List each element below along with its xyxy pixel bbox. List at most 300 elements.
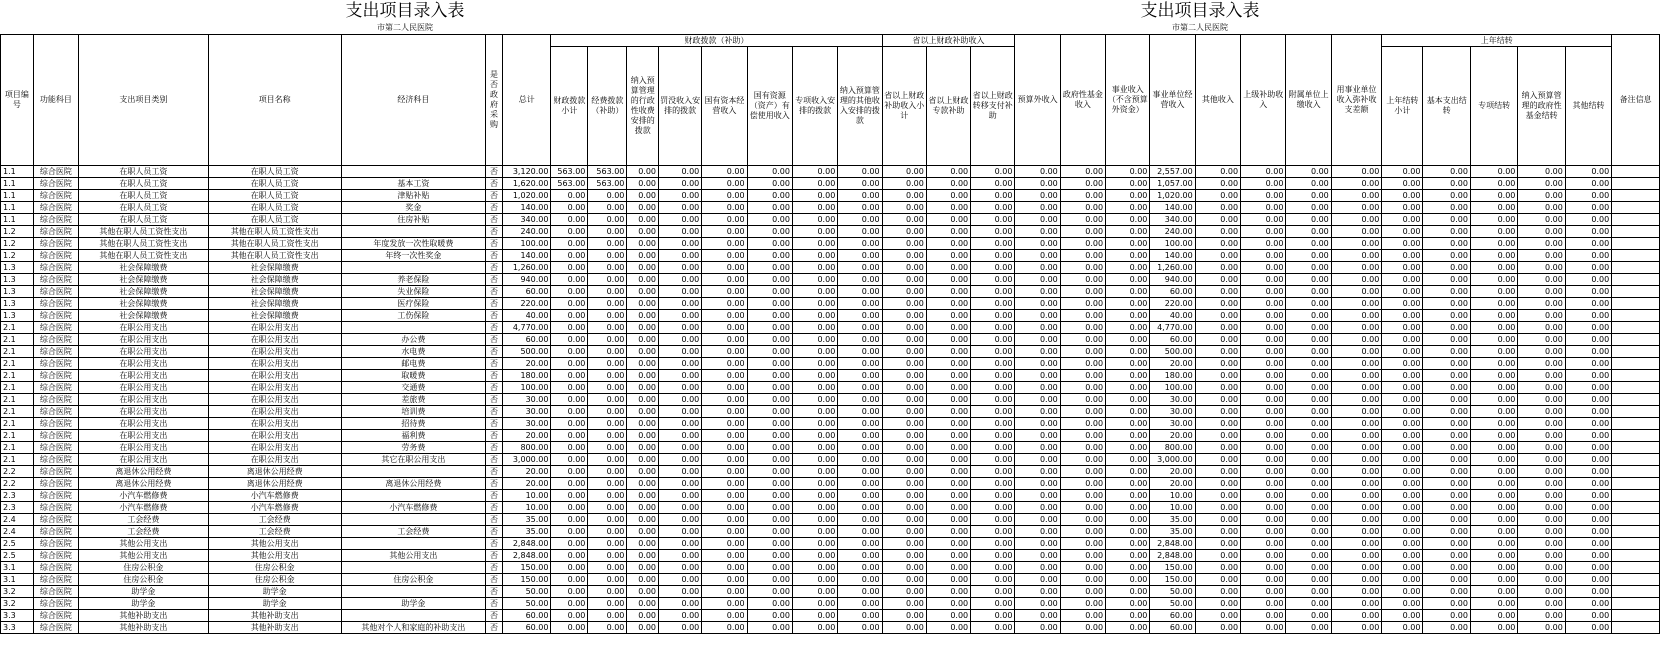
cell-penalty[interactable]: 0.00: [659, 502, 702, 514]
cell-fin-subtotal[interactable]: 0.00: [551, 586, 588, 598]
cell-affiliate[interactable]: 0.00: [1286, 454, 1331, 466]
cell-gov-purchase[interactable]: 否: [486, 226, 503, 238]
cell-prov-subtotal[interactable]: 0.00: [882, 286, 926, 298]
cell-carry-subtotal[interactable]: 0.00: [1382, 550, 1423, 562]
cell-business-oper[interactable]: 40.00: [1150, 310, 1195, 322]
cell-special-income[interactable]: 0.00: [792, 274, 837, 286]
cell-superior-subsidy[interactable]: 0.00: [1241, 574, 1286, 586]
cell-special-income[interactable]: 0.00: [792, 346, 837, 358]
cell-affiliate[interactable]: 0.00: [1286, 586, 1331, 598]
cell-other-carry[interactable]: 0.00: [1565, 358, 1611, 370]
cell-fund-alloc[interactable]: 0.00: [588, 190, 627, 202]
cell-prov-subtotal[interactable]: 0.00: [882, 454, 926, 466]
cell-name[interactable]: 在职人员工资: [208, 190, 341, 202]
cell-other-budget[interactable]: 0.00: [838, 334, 882, 346]
cell-prov-transfer[interactable]: 0.00: [971, 562, 1015, 574]
cell-extra-budget[interactable]: 0.00: [1015, 190, 1060, 202]
cell-basic-carry[interactable]: 0.00: [1423, 598, 1470, 610]
cell-basic-carry[interactable]: 0.00: [1423, 286, 1470, 298]
cell-other-income[interactable]: 0.00: [1195, 418, 1240, 430]
cell-gov-purchase[interactable]: 否: [486, 562, 503, 574]
col-prov-special[interactable]: 省以上财政专款补助: [926, 47, 970, 166]
cell-total[interactable]: 240.00: [502, 226, 551, 238]
cell-remark[interactable]: [1612, 334, 1660, 346]
cell-business-income[interactable]: 0.00: [1106, 454, 1150, 466]
col-fund-offset[interactable]: 用事业单位收入弥补收支差额: [1331, 35, 1382, 166]
cell-other-carry[interactable]: 0.00: [1565, 274, 1611, 286]
cell-fin-subtotal[interactable]: 0.00: [551, 454, 588, 466]
cell-prov-subtotal[interactable]: 0.00: [882, 610, 926, 622]
col-code[interactable]: 项目编号: [1, 35, 34, 166]
cell-affiliate[interactable]: 0.00: [1286, 202, 1331, 214]
cell-fund-offset[interactable]: 0.00: [1331, 382, 1382, 394]
cell-superior-subsidy[interactable]: 0.00: [1241, 622, 1286, 634]
cell-superior-subsidy[interactable]: 0.00: [1241, 478, 1286, 490]
cell-gov-fund[interactable]: 0.00: [1060, 562, 1105, 574]
cell-fin-budget-fee[interactable]: 0.00: [627, 490, 659, 502]
cell-prov-special[interactable]: 0.00: [926, 358, 970, 370]
cell-prov-subtotal[interactable]: 0.00: [882, 238, 926, 250]
cell-superior-subsidy[interactable]: 0.00: [1241, 274, 1286, 286]
cell-other-budget[interactable]: 0.00: [838, 346, 882, 358]
cell-fund-offset[interactable]: 0.00: [1331, 574, 1382, 586]
cell-affiliate[interactable]: 0.00: [1286, 298, 1331, 310]
cell-remark[interactable]: [1612, 466, 1660, 478]
cell-fin-budget-fee[interactable]: 0.00: [627, 178, 659, 190]
cell-category[interactable]: 在职公用支出: [79, 346, 209, 358]
cell-gov-purchase[interactable]: 否: [486, 190, 503, 202]
cell-carry-subtotal[interactable]: 0.00: [1382, 538, 1423, 550]
cell-category[interactable]: 小汽车燃修费: [79, 502, 209, 514]
cell-total[interactable]: 2,848.00: [502, 550, 551, 562]
cell-fund-offset[interactable]: 0.00: [1331, 598, 1382, 610]
cell-affiliate[interactable]: 0.00: [1286, 466, 1331, 478]
cell-fin-subtotal[interactable]: 0.00: [551, 526, 588, 538]
cell-fund-offset[interactable]: 0.00: [1331, 502, 1382, 514]
cell-extra-budget[interactable]: 0.00: [1015, 574, 1060, 586]
cell-func[interactable]: 综合医院: [33, 442, 78, 454]
cell-total[interactable]: 20.00: [502, 430, 551, 442]
cell-special-carry[interactable]: 0.00: [1470, 250, 1517, 262]
cell-prov-subtotal[interactable]: 0.00: [882, 298, 926, 310]
cell-prov-transfer[interactable]: 0.00: [971, 526, 1015, 538]
table-row[interactable]: [1, 310, 1660, 322]
cell-special-income[interactable]: 0.00: [792, 214, 837, 226]
cell-category[interactable]: 工会经费: [79, 514, 209, 526]
cell-penalty[interactable]: 0.00: [659, 466, 702, 478]
cell-basic-carry[interactable]: 0.00: [1423, 370, 1470, 382]
cell-carry-subtotal[interactable]: 0.00: [1382, 370, 1423, 382]
cell-special-income[interactable]: 0.00: [792, 238, 837, 250]
cell-extra-budget[interactable]: 0.00: [1015, 262, 1060, 274]
cell-business-income[interactable]: 0.00: [1106, 490, 1150, 502]
cell-prov-subtotal[interactable]: 0.00: [882, 466, 926, 478]
table-row[interactable]: [1, 298, 1660, 310]
cell-fund-alloc[interactable]: 0.00: [588, 502, 627, 514]
cell-prov-subtotal[interactable]: 0.00: [882, 622, 926, 634]
cell-state-asset[interactable]: 0.00: [747, 526, 792, 538]
cell-basic-carry[interactable]: 0.00: [1423, 406, 1470, 418]
cell-fin-subtotal[interactable]: 0.00: [551, 214, 588, 226]
cell-prov-transfer[interactable]: 0.00: [971, 334, 1015, 346]
cell-state-capital[interactable]: 0.00: [702, 322, 747, 334]
cell-gov-purchase[interactable]: 否: [486, 214, 503, 226]
cell-state-asset[interactable]: 0.00: [747, 298, 792, 310]
cell-category[interactable]: 社会保障缴费: [79, 310, 209, 322]
cell-state-capital[interactable]: 0.00: [702, 574, 747, 586]
cell-remark[interactable]: [1612, 538, 1660, 550]
cell-prov-transfer[interactable]: 0.00: [971, 550, 1015, 562]
cell-special-carry[interactable]: 0.00: [1470, 418, 1517, 430]
cell-business-oper[interactable]: 30.00: [1150, 394, 1195, 406]
col-other-carry[interactable]: 其他结转: [1565, 47, 1611, 166]
cell-gov-purchase[interactable]: 否: [486, 178, 503, 190]
cell-gov-fund[interactable]: 0.00: [1060, 550, 1105, 562]
cell-special-carry[interactable]: 0.00: [1470, 214, 1517, 226]
cell-state-capital[interactable]: 0.00: [702, 466, 747, 478]
cell-business-income[interactable]: 0.00: [1106, 358, 1150, 370]
cell-name[interactable]: 助学金: [208, 586, 341, 598]
cell-special-income[interactable]: 0.00: [792, 610, 837, 622]
cell-affiliate[interactable]: 0.00: [1286, 550, 1331, 562]
cell-fund-offset[interactable]: 0.00: [1331, 358, 1382, 370]
cell-extra-budget[interactable]: 0.00: [1015, 238, 1060, 250]
cell-state-capital[interactable]: 0.00: [702, 358, 747, 370]
table-row[interactable]: [1, 394, 1660, 406]
cell-prov-subtotal[interactable]: 0.00: [882, 442, 926, 454]
cell-func[interactable]: 综合医院: [33, 586, 78, 598]
cell-gov-fund-carry[interactable]: 0.00: [1518, 310, 1565, 322]
cell-business-income[interactable]: 0.00: [1106, 274, 1150, 286]
cell-basic-carry[interactable]: 0.00: [1423, 178, 1470, 190]
cell-econ[interactable]: 工伤保险: [341, 310, 485, 322]
cell-prov-transfer[interactable]: 0.00: [971, 598, 1015, 610]
cell-gov-purchase[interactable]: 否: [486, 238, 503, 250]
cell-extra-budget[interactable]: 0.00: [1015, 418, 1060, 430]
cell-prov-subtotal[interactable]: 0.00: [882, 334, 926, 346]
cell-basic-carry[interactable]: 0.00: [1423, 190, 1470, 202]
cell-econ[interactable]: [341, 490, 485, 502]
cell-other-carry[interactable]: 0.00: [1565, 526, 1611, 538]
cell-gov-purchase[interactable]: 否: [486, 406, 503, 418]
cell-penalty[interactable]: 0.00: [659, 586, 702, 598]
cell-state-capital[interactable]: 0.00: [702, 586, 747, 598]
cell-gov-fund[interactable]: 0.00: [1060, 166, 1105, 178]
cell-prov-transfer[interactable]: 0.00: [971, 238, 1015, 250]
cell-total[interactable]: 20.00: [502, 466, 551, 478]
cell-gov-fund[interactable]: 0.00: [1060, 430, 1105, 442]
cell-business-oper[interactable]: 150.00: [1150, 562, 1195, 574]
cell-code[interactable]: 2.1: [1, 334, 34, 346]
cell-prov-transfer[interactable]: 0.00: [971, 250, 1015, 262]
cell-affiliate[interactable]: 0.00: [1286, 250, 1331, 262]
cell-other-carry[interactable]: 0.00: [1565, 442, 1611, 454]
cell-fund-alloc[interactable]: 0.00: [588, 298, 627, 310]
cell-special-carry[interactable]: 0.00: [1470, 274, 1517, 286]
cell-code[interactable]: 3.2: [1, 598, 34, 610]
cell-econ[interactable]: 劳务费: [341, 442, 485, 454]
cell-code[interactable]: 2.1: [1, 406, 34, 418]
cell-other-carry[interactable]: 0.00: [1565, 286, 1611, 298]
cell-superior-subsidy[interactable]: 0.00: [1241, 406, 1286, 418]
cell-fund-offset[interactable]: 0.00: [1331, 394, 1382, 406]
cell-business-oper[interactable]: 20.00: [1150, 430, 1195, 442]
cell-affiliate[interactable]: 0.00: [1286, 394, 1331, 406]
cell-carry-subtotal[interactable]: 0.00: [1382, 610, 1423, 622]
cell-code[interactable]: 1.3: [1, 286, 34, 298]
cell-func[interactable]: 综合医院: [33, 406, 78, 418]
cell-affiliate[interactable]: 0.00: [1286, 382, 1331, 394]
cell-func[interactable]: 综合医院: [33, 370, 78, 382]
cell-other-budget[interactable]: 0.00: [838, 430, 882, 442]
cell-prov-transfer[interactable]: 0.00: [971, 286, 1015, 298]
cell-other-budget[interactable]: 0.00: [838, 454, 882, 466]
cell-fund-alloc[interactable]: 0.00: [588, 370, 627, 382]
cell-fin-subtotal[interactable]: 0.00: [551, 226, 588, 238]
cell-special-carry[interactable]: 0.00: [1470, 190, 1517, 202]
cell-total[interactable]: 3,000.00: [502, 454, 551, 466]
cell-category[interactable]: 小汽车燃修费: [79, 490, 209, 502]
cell-fin-subtotal[interactable]: 0.00: [551, 298, 588, 310]
cell-state-capital[interactable]: 0.00: [702, 610, 747, 622]
cell-gov-fund[interactable]: 0.00: [1060, 394, 1105, 406]
cell-func[interactable]: 综合医院: [33, 358, 78, 370]
cell-business-oper[interactable]: 10.00: [1150, 490, 1195, 502]
cell-special-income[interactable]: 0.00: [792, 598, 837, 610]
cell-fund-alloc[interactable]: 0.00: [588, 550, 627, 562]
cell-name[interactable]: 工会经费: [208, 526, 341, 538]
cell-state-capital[interactable]: 0.00: [702, 298, 747, 310]
cell-fin-budget-fee[interactable]: 0.00: [627, 226, 659, 238]
cell-gov-purchase[interactable]: 否: [486, 310, 503, 322]
cell-name[interactable]: 社会保障缴费: [208, 286, 341, 298]
cell-state-asset[interactable]: 0.00: [747, 430, 792, 442]
cell-business-income[interactable]: 0.00: [1106, 166, 1150, 178]
cell-code[interactable]: 1.2: [1, 238, 34, 250]
cell-fin-subtotal[interactable]: 0.00: [551, 550, 588, 562]
table-row[interactable]: [1, 490, 1660, 502]
cell-business-income[interactable]: 0.00: [1106, 550, 1150, 562]
cell-prov-special[interactable]: 0.00: [926, 598, 970, 610]
cell-carry-subtotal[interactable]: 0.00: [1382, 262, 1423, 274]
cell-name[interactable]: 在职公用支出: [208, 394, 341, 406]
col-gov-fund-carry[interactable]: 纳入预算管理的政府性基金结转: [1518, 47, 1565, 166]
cell-gov-fund[interactable]: 0.00: [1060, 418, 1105, 430]
cell-fund-alloc[interactable]: 563.00: [588, 178, 627, 190]
cell-special-income[interactable]: 0.00: [792, 310, 837, 322]
cell-gov-fund[interactable]: 0.00: [1060, 274, 1105, 286]
cell-state-capital[interactable]: 0.00: [702, 370, 747, 382]
cell-econ[interactable]: [341, 538, 485, 550]
cell-extra-budget[interactable]: 0.00: [1015, 286, 1060, 298]
cell-affiliate[interactable]: 0.00: [1286, 190, 1331, 202]
cell-gov-purchase[interactable]: 否: [486, 430, 503, 442]
cell-prov-transfer[interactable]: 0.00: [971, 394, 1015, 406]
cell-other-income[interactable]: 0.00: [1195, 286, 1240, 298]
cell-fin-subtotal[interactable]: 0.00: [551, 490, 588, 502]
table-row[interactable]: [1, 562, 1660, 574]
cell-state-asset[interactable]: 0.00: [747, 286, 792, 298]
cell-business-oper[interactable]: 60.00: [1150, 286, 1195, 298]
cell-prov-transfer[interactable]: 0.00: [971, 442, 1015, 454]
cell-special-income[interactable]: 0.00: [792, 502, 837, 514]
cell-econ[interactable]: [341, 466, 485, 478]
cell-prov-subtotal[interactable]: 0.00: [882, 490, 926, 502]
cell-remark[interactable]: [1612, 310, 1660, 322]
cell-other-carry[interactable]: 0.00: [1565, 310, 1611, 322]
cell-special-income[interactable]: 0.00: [792, 490, 837, 502]
cell-prov-subtotal[interactable]: 0.00: [882, 538, 926, 550]
cell-gov-fund-carry[interactable]: 0.00: [1518, 406, 1565, 418]
col-state-capital[interactable]: 国有资本经营收入: [702, 47, 747, 166]
cell-gov-fund-carry[interactable]: 0.00: [1518, 586, 1565, 598]
cell-prov-subtotal[interactable]: 0.00: [882, 262, 926, 274]
col-affiliate[interactable]: 附属单位上缴收入: [1286, 35, 1331, 166]
cell-state-asset[interactable]: 0.00: [747, 346, 792, 358]
cell-other-income[interactable]: 0.00: [1195, 178, 1240, 190]
cell-state-asset[interactable]: 0.00: [747, 514, 792, 526]
cell-other-carry[interactable]: 0.00: [1565, 478, 1611, 490]
table-row[interactable]: [1, 286, 1660, 298]
cell-business-oper[interactable]: 20.00: [1150, 358, 1195, 370]
cell-business-income[interactable]: 0.00: [1106, 610, 1150, 622]
cell-code[interactable]: 2.3: [1, 490, 34, 502]
cell-gov-fund[interactable]: 0.00: [1060, 382, 1105, 394]
cell-category[interactable]: 在职公用支出: [79, 406, 209, 418]
cell-prov-subtotal[interactable]: 0.00: [882, 514, 926, 526]
cell-other-income[interactable]: 0.00: [1195, 262, 1240, 274]
cell-penalty[interactable]: 0.00: [659, 610, 702, 622]
cell-name[interactable]: 在职人员工资: [208, 214, 341, 226]
cell-prov-special[interactable]: 0.00: [926, 430, 970, 442]
cell-code[interactable]: 2.2: [1, 478, 34, 490]
col-fund-alloc[interactable]: 经费拨款（补助）: [588, 47, 627, 166]
cell-prov-transfer[interactable]: 0.00: [971, 490, 1015, 502]
cell-func[interactable]: 综合医院: [33, 178, 78, 190]
cell-basic-carry[interactable]: 0.00: [1423, 250, 1470, 262]
cell-prov-subtotal[interactable]: 0.00: [882, 166, 926, 178]
cell-other-carry[interactable]: 0.00: [1565, 178, 1611, 190]
cell-econ[interactable]: 招待费: [341, 418, 485, 430]
cell-gov-fund[interactable]: 0.00: [1060, 214, 1105, 226]
cell-other-carry[interactable]: 0.00: [1565, 622, 1611, 634]
cell-other-carry[interactable]: 0.00: [1565, 346, 1611, 358]
cell-special-income[interactable]: 0.00: [792, 370, 837, 382]
cell-other-carry[interactable]: 0.00: [1565, 502, 1611, 514]
cell-fin-subtotal[interactable]: 0.00: [551, 370, 588, 382]
cell-total[interactable]: 60.00: [502, 610, 551, 622]
cell-fin-budget-fee[interactable]: 0.00: [627, 334, 659, 346]
cell-business-oper[interactable]: 2,557.00: [1150, 166, 1195, 178]
cell-state-asset[interactable]: 0.00: [747, 370, 792, 382]
cell-gov-purchase[interactable]: 否: [486, 202, 503, 214]
cell-penalty[interactable]: 0.00: [659, 382, 702, 394]
cell-business-income[interactable]: 0.00: [1106, 502, 1150, 514]
cell-other-budget[interactable]: 0.00: [838, 298, 882, 310]
cell-basic-carry[interactable]: 0.00: [1423, 622, 1470, 634]
cell-gov-fund-carry[interactable]: 0.00: [1518, 550, 1565, 562]
cell-penalty[interactable]: 0.00: [659, 238, 702, 250]
cell-special-income[interactable]: 0.00: [792, 178, 837, 190]
cell-gov-fund-carry[interactable]: 0.00: [1518, 370, 1565, 382]
cell-name[interactable]: 社会保障缴费: [208, 274, 341, 286]
col-other-budget[interactable]: 纳入预算管理的其他收入安排的拨款: [838, 47, 882, 166]
cell-other-carry[interactable]: 0.00: [1565, 610, 1611, 622]
cell-other-carry[interactable]: 0.00: [1565, 334, 1611, 346]
cell-other-budget[interactable]: 0.00: [838, 526, 882, 538]
cell-total[interactable]: 20.00: [502, 358, 551, 370]
cell-prov-transfer[interactable]: 0.00: [971, 166, 1015, 178]
cell-special-carry[interactable]: 0.00: [1470, 478, 1517, 490]
cell-fin-budget-fee[interactable]: 0.00: [627, 166, 659, 178]
table-row[interactable]: [1, 478, 1660, 490]
cell-other-budget[interactable]: 0.00: [838, 442, 882, 454]
cell-total[interactable]: 30.00: [502, 418, 551, 430]
cell-carry-subtotal[interactable]: 0.00: [1382, 178, 1423, 190]
cell-state-capital[interactable]: 0.00: [702, 490, 747, 502]
cell-fund-offset[interactable]: 0.00: [1331, 226, 1382, 238]
cell-prov-transfer[interactable]: 0.00: [971, 214, 1015, 226]
cell-fin-budget-fee[interactable]: 0.00: [627, 574, 659, 586]
cell-penalty[interactable]: 0.00: [659, 598, 702, 610]
table-row[interactable]: [1, 538, 1660, 550]
cell-business-income[interactable]: 0.00: [1106, 574, 1150, 586]
cell-superior-subsidy[interactable]: 0.00: [1241, 190, 1286, 202]
table-row[interactable]: [1, 382, 1660, 394]
cell-state-asset[interactable]: 0.00: [747, 442, 792, 454]
cell-prov-transfer[interactable]: 0.00: [971, 574, 1015, 586]
cell-gov-purchase[interactable]: 否: [486, 322, 503, 334]
cell-econ[interactable]: 交通费: [341, 382, 485, 394]
cell-prov-subtotal[interactable]: 0.00: [882, 406, 926, 418]
cell-special-carry[interactable]: 0.00: [1470, 454, 1517, 466]
cell-special-income[interactable]: 0.00: [792, 382, 837, 394]
cell-func[interactable]: 综合医院: [33, 262, 78, 274]
cell-state-capital[interactable]: 0.00: [702, 166, 747, 178]
table-row[interactable]: [1, 202, 1660, 214]
cell-remark[interactable]: [1612, 298, 1660, 310]
cell-other-budget[interactable]: 0.00: [838, 478, 882, 490]
cell-other-income[interactable]: 0.00: [1195, 190, 1240, 202]
cell-special-carry[interactable]: 0.00: [1470, 550, 1517, 562]
cell-affiliate[interactable]: 0.00: [1286, 346, 1331, 358]
cell-state-capital[interactable]: 0.00: [702, 226, 747, 238]
col-econ[interactable]: 经济科目: [341, 35, 485, 166]
cell-prov-transfer[interactable]: 0.00: [971, 358, 1015, 370]
cell-total[interactable]: 100.00: [502, 238, 551, 250]
cell-func[interactable]: 综合医院: [33, 382, 78, 394]
cell-fund-offset[interactable]: 0.00: [1331, 298, 1382, 310]
cell-total[interactable]: 500.00: [502, 346, 551, 358]
cell-fin-budget-fee[interactable]: 0.00: [627, 238, 659, 250]
cell-category[interactable]: 离退休公用经费: [79, 478, 209, 490]
cell-econ[interactable]: 基本工资: [341, 178, 485, 190]
cell-business-oper[interactable]: 50.00: [1150, 586, 1195, 598]
cell-gov-fund[interactable]: 0.00: [1060, 370, 1105, 382]
cell-gov-fund[interactable]: 0.00: [1060, 514, 1105, 526]
cell-gov-purchase[interactable]: 否: [486, 298, 503, 310]
cell-carry-subtotal[interactable]: 0.00: [1382, 334, 1423, 346]
cell-remark[interactable]: [1612, 226, 1660, 238]
cell-state-asset[interactable]: 0.00: [747, 622, 792, 634]
cell-special-carry[interactable]: 0.00: [1470, 574, 1517, 586]
cell-state-capital[interactable]: 0.00: [702, 274, 747, 286]
cell-fin-subtotal[interactable]: 0.00: [551, 502, 588, 514]
cell-remark[interactable]: [1612, 358, 1660, 370]
cell-state-asset[interactable]: 0.00: [747, 274, 792, 286]
cell-business-oper[interactable]: 2,848.00: [1150, 550, 1195, 562]
cell-code[interactable]: 2.5: [1, 538, 34, 550]
